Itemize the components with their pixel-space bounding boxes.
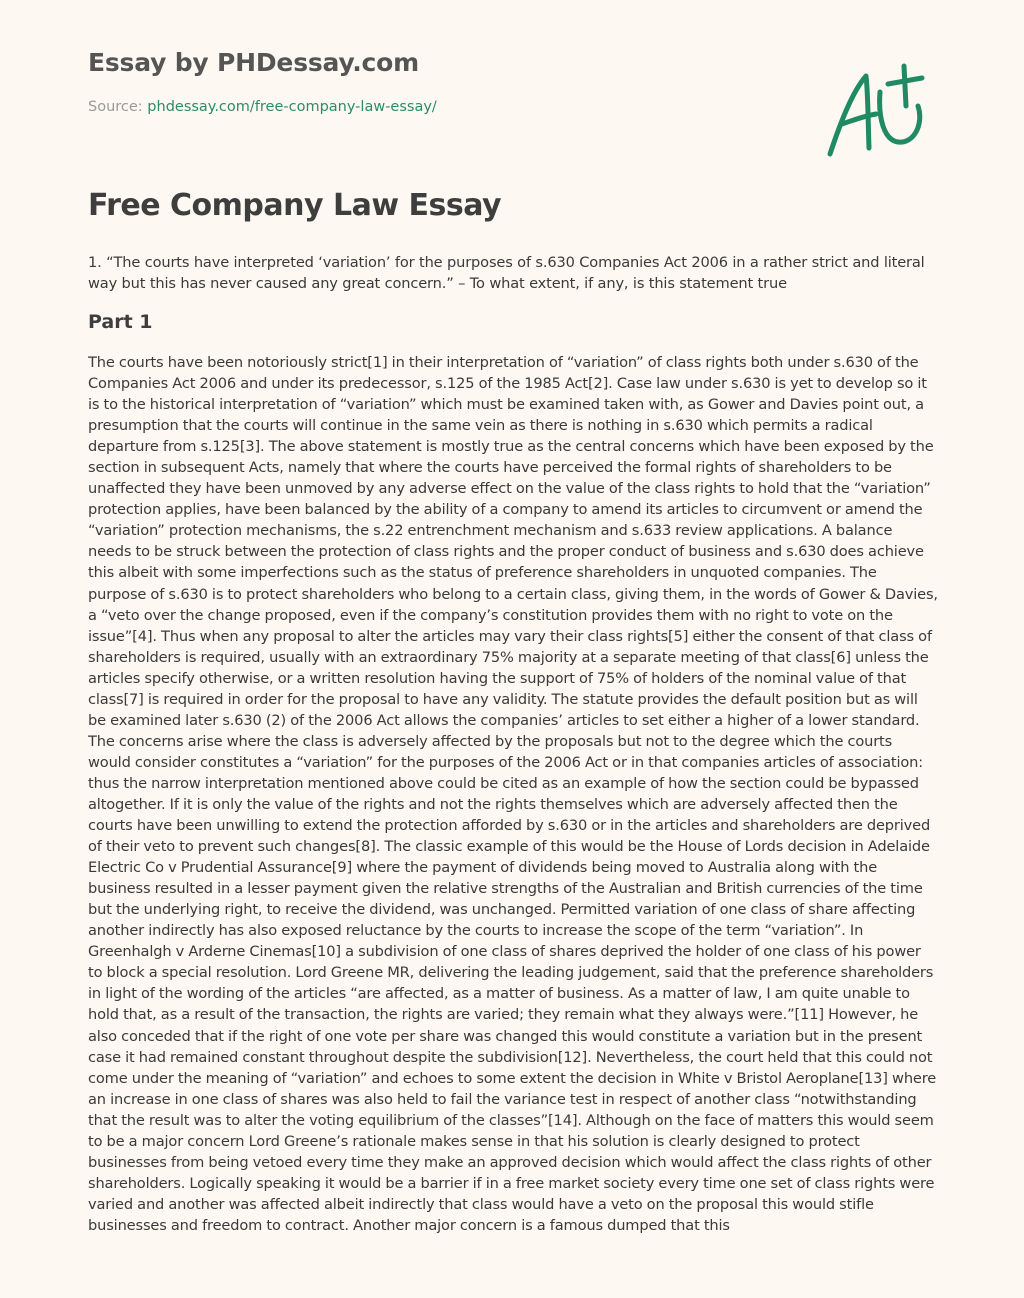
bottom-fade <box>0 1240 1024 1298</box>
page-title: Free Company Law Essay <box>88 188 502 223</box>
a-plus-grade-icon <box>822 62 930 162</box>
section-heading: Part 1 <box>88 311 153 333</box>
essay-question: 1. “The courts have interpreted ‘variation’ for the purposes of s.630 Companies Act 2006 in a rather strict and literal way but this has never caused any great concern.” – To what extent, if any, is this statement true <box>88 254 925 292</box>
source-line <box>88 99 788 115</box>
source-link[interactable]: phdessay.com/free-company-law-essay/ <box>147 99 437 115</box>
site-brand: Essay by PHDessay.com <box>88 48 419 77</box>
essay-body: The courts have been notoriously strict[1] in their interpretation of “variation” of class rights both under s.630 of the Companies Act 2006 and under its predecessor, s.125 of the 1985 Act[2]. Case law under s.630 is yet to develop so it is to the historical interpretation of “variation” which must be examined taken with, as Gower and Davies point out, a presumption that the courts will continue in the same vein as there is nothing in s.630 which permits a radical departure from s.125[3]. The above statement is mostly true as the central concerns which have been exposed by the section in subsequent Acts, namely that where the courts have perceived the formal rights of shareholders to be unaffected they have been unmoved by any adverse effect on the value of the class rights to hold that the “variation” protection applies, have been balanced by the ability of a company to amend its articles to circumvent or amend the “variation” protection mechanisms, the s.22 entrenchment mechanism and s.633 review applications. A balance needs to be struck between the protection of class rights and the proper conduct of business and s.630 does achieve this albeit with some imperfections such as the status of preference shareholders in unquoted companies. The purpose of s.630 is to protect shareholders who belong to a certain class, giving them, in the words of Gower & Davies, a “veto over the change proposed, even if the company’s constitution provides them with no right to vote on the issue”[4]. Thus when any proposal to alter the articles may vary their class rights[5] either the consent of that class of shareholders is required, usually with an extraordinary 75% majority at a separate meeting of that class[6] unless the articles specify otherwise, or a written resolution having the support of 75% of holders of the nominal value of that class[7] is required in order for the proposal to have any validity. The statute provides the default position but as will be examined later s.630 (2) of the 2006 Act allows the companies’ articles to set either a higher of a lower standard. The concerns arise where the class is adversely affected by the proposals but not to the degree which the courts would consider constitutes a “variation” for the purposes of the 2006 Act or in that companies articles of association: thus the narrow interpretation mentioned above could be cited as an example of how the section could be bypassed altogether. If it is only the value of the rights and not the rights themselves which are adversely affected then the courts have been unwilling to extend the protection afforded by s.630 or in the articles and shareholders are deprived of their veto to prevent such changes[8]. The classic example of this would be the House of Lords decision in Adelaide Electric Co v Prudential Assurance[9] where the payment of dividends being moved to Australia along with the business resulted in a lesser payment given the relative strengths of the Australian and British currencies of the time but the underlying right, to receive the dividend, was unchanged. Permitted variation of one class of share affecting another indirectly has also exposed reluctance by the courts to increase the scope of the term “variation”. In Greenhalgh v Arderne Cinemas[10] a subdivision of one class of shares deprived the holder of one class of his power to block a special resolution. Lord Greene MR, delivering the leading judgement, said that the preference shareholders in light of the wording of the articles “are affected, as a matter of business. As a matter of law, I am quite unable to hold that, as a result of the transaction, the rights are varied; they remain what they always were.”[11] However, he also conceded that if the right of one vote per share was changed this would constitute a variation but in the present case it had remained constant throughout despite the subdivision[12]. Nevertheless, the court held that this could not come under the meaning of “variation” and echoes to some extent the decision in White v Bristol Aeroplane[13] where an increase in one class of shares was also held to fail the variance test in respect of another class “notwithstanding that the result was to alter the voting equilibrium of the classes”[14]. Although on the face of matters this would seem to be a major concern Lord Greene’s rationale makes sense in that his solution is clearly designed to protect businesses from being vetoed every time they make an approved decision which would affect the class rights of other shareholders. Logically speaking it would be a barrier if in a free market society every time one set of class rights were varied and another was affected albeit indirectly that class would have a veto on the proposal this would stifle businesses and freedom to contract. Another major concern is a famous dumped that this <box>88 354 938 1234</box>
site-header <box>88 48 788 115</box>
source-label: Source: <box>88 99 143 115</box>
